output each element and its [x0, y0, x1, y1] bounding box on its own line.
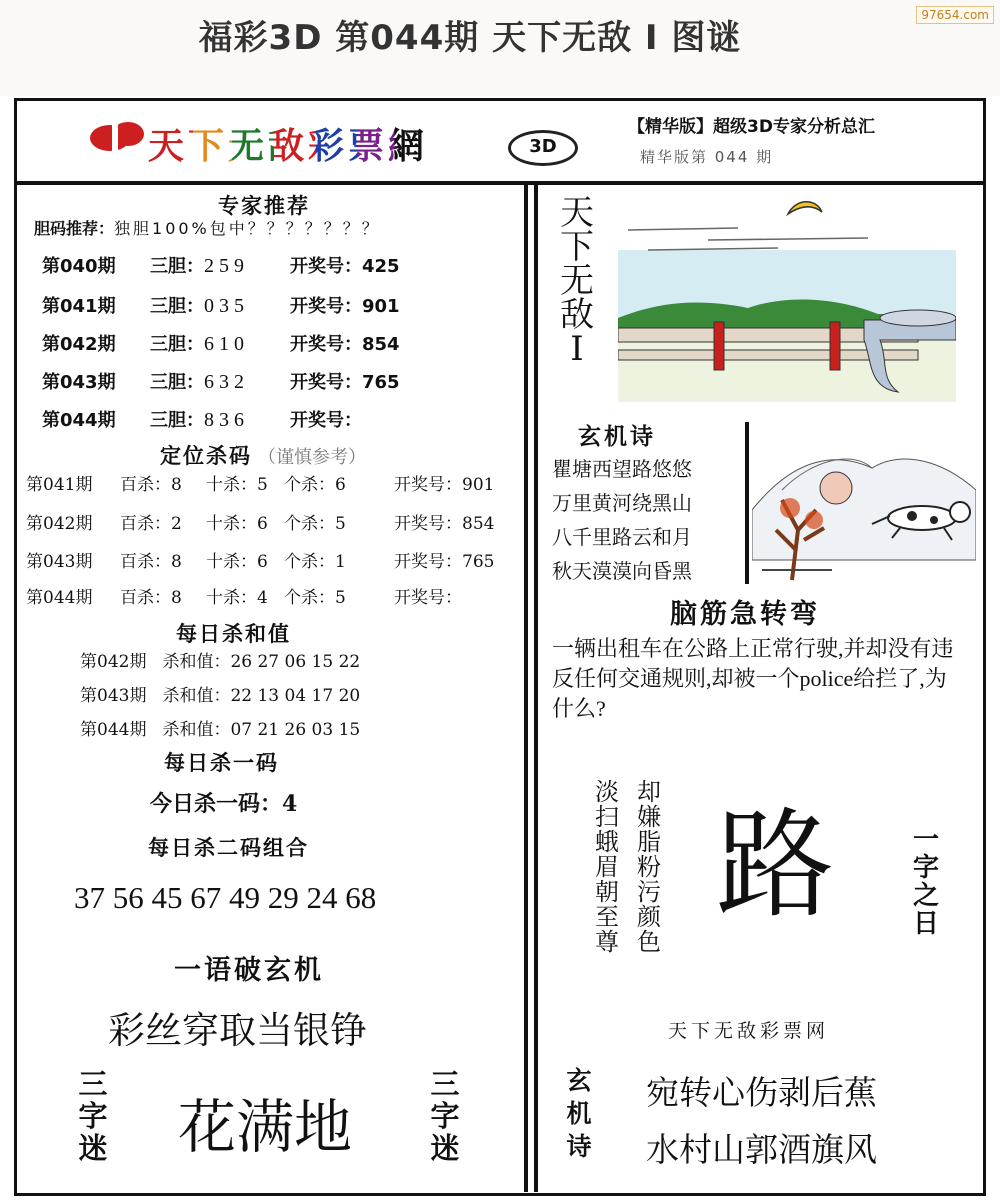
page-title: 福彩3D 第044期 天下无敌 I 图谜 — [198, 18, 742, 58]
sum-kill-row: 第043期 杀和值：22 13 04 17 20 — [80, 686, 361, 706]
expert-row-prize: 开奖号：765 — [290, 372, 400, 393]
position-kill-note: （谨慎参考） — [258, 447, 366, 468]
expert-heading: 专家推荐 — [218, 194, 310, 218]
position-kill-row: 第042期 百杀：2 十杀：6 个杀：5 开奖号：854 — [26, 514, 495, 534]
poem2-line: 水村山郭酒旗风 — [646, 1130, 877, 1169]
poem — [552, 452, 692, 588]
sum-kill-heading: 每日杀和值 — [176, 622, 291, 646]
expert-row-dan: 三胆：6 3 2 — [150, 371, 244, 393]
sum-kill-row: 第042期 杀和值：26 27 06 15 22 — [80, 652, 361, 672]
landscape-illustration — [618, 190, 956, 402]
expert-row-dan: 三胆：0 3 5 — [150, 295, 244, 317]
expert-row-prize: 开奖号：425 — [290, 256, 400, 277]
position-kill-heading-row — [160, 440, 366, 470]
poem-line: 瞿塘西望路悠悠 — [552, 457, 692, 481]
vertical-poem-col1: 淡 扫 蛾 眉 朝 至 尊 — [595, 778, 619, 956]
one-kill-text: 今日杀一码：4 — [150, 791, 298, 817]
poem2-line: 宛转心伤剥后蕉 — [646, 1073, 877, 1112]
expert-row: 第043期 — [42, 372, 116, 393]
side-label: 一 字 之 日 — [912, 825, 939, 939]
dan-row — [34, 216, 381, 239]
brain-teaser-heading: 脑筋急转弯 — [670, 599, 820, 630]
expert-row-prize: 开奖号：901 — [290, 296, 400, 317]
brand-name — [148, 118, 428, 169]
expert-row: 第044期 — [42, 410, 116, 431]
badge-3d: 3D — [508, 130, 578, 166]
expert-row-dan: 三胆：6 1 0 — [150, 333, 244, 355]
riddle-heading: 一语破玄机 — [174, 955, 324, 986]
expert-row: 第041期 — [42, 296, 116, 317]
dan-value: 独胆100%包中？？？？？？？ — [114, 219, 381, 238]
issue-label: 精华版第 044 期 — [640, 148, 774, 166]
poem-heading: 玄机诗 — [578, 424, 656, 450]
poem-line: 万里黄河绕黑山 — [552, 491, 692, 515]
expert-row-prize: 开奖号： — [290, 410, 362, 431]
vertical-title: 天 下 无 敌 I — [560, 193, 594, 369]
site-watermark[interactable]: 97654.com — [916, 6, 994, 24]
edition-label: 【精华版】超级3D专家分析总汇 — [628, 117, 875, 137]
poem-line: 秋天漠漠向昏黑 — [552, 559, 692, 583]
poem-divider — [745, 422, 749, 584]
footer-brand: 天下无敌彩票网 — [668, 1020, 830, 1042]
lottery-logo-icon — [88, 114, 148, 158]
expert-row-dan: 三胆：2 5 9 — [150, 255, 244, 277]
two-kill-numbers: 37 56 45 67 49 29 24 68 — [74, 880, 377, 915]
sum-kill-row: 第044期 杀和值：07 21 26 03 15 — [80, 720, 361, 740]
dan-label: 胆码推荐： — [34, 219, 115, 238]
brain-teaser-text: 一辆出租车在公路上正常行驶,并却没有违反任何交通规则,却被一个police给拦了,为什么? — [552, 636, 954, 721]
vertical-poem-col2: 却 嫌 脂 粉 污 颜 色 — [637, 778, 661, 956]
position-kill-row: 第041期 百杀：8 十杀：5 个杀：6 开奖号：901 — [26, 475, 495, 495]
dog-illustration — [752, 420, 976, 586]
brand-text: 天下无敌彩票網 — [148, 118, 428, 169]
expert-row: 第040期 — [42, 256, 116, 277]
riddle-answer: 花满地 — [178, 1093, 353, 1161]
expert-row: 第042期 — [42, 334, 116, 355]
expert-row-dan: 三胆：8 3 6 — [150, 409, 244, 431]
riddle-text: 彩丝穿取当银铮 — [108, 1009, 367, 1052]
expert-row-prize: 开奖号：854 — [290, 334, 400, 355]
poem-line: 八千里路云和月 — [552, 525, 692, 549]
position-kill-row: 第043期 百杀：8 十杀：6 个杀：1 开奖号：765 — [26, 552, 495, 572]
two-kill-heading: 每日杀二码组合 — [148, 836, 309, 860]
position-kill-row: 第044期 百杀：8 十杀：4 个杀：5 开奖号： — [26, 588, 462, 608]
riddle-side-left: 三 字 迷 — [78, 1067, 108, 1165]
big-character: 路 — [716, 796, 835, 934]
riddle-side-right: 三 字 迷 — [430, 1067, 460, 1165]
poem2 — [646, 1064, 877, 1178]
position-kill-heading: 定位杀码 — [160, 444, 252, 468]
one-kill-heading: 每日杀一码 — [164, 751, 279, 775]
poem2-label: 玄 机 诗 — [566, 1066, 592, 1161]
